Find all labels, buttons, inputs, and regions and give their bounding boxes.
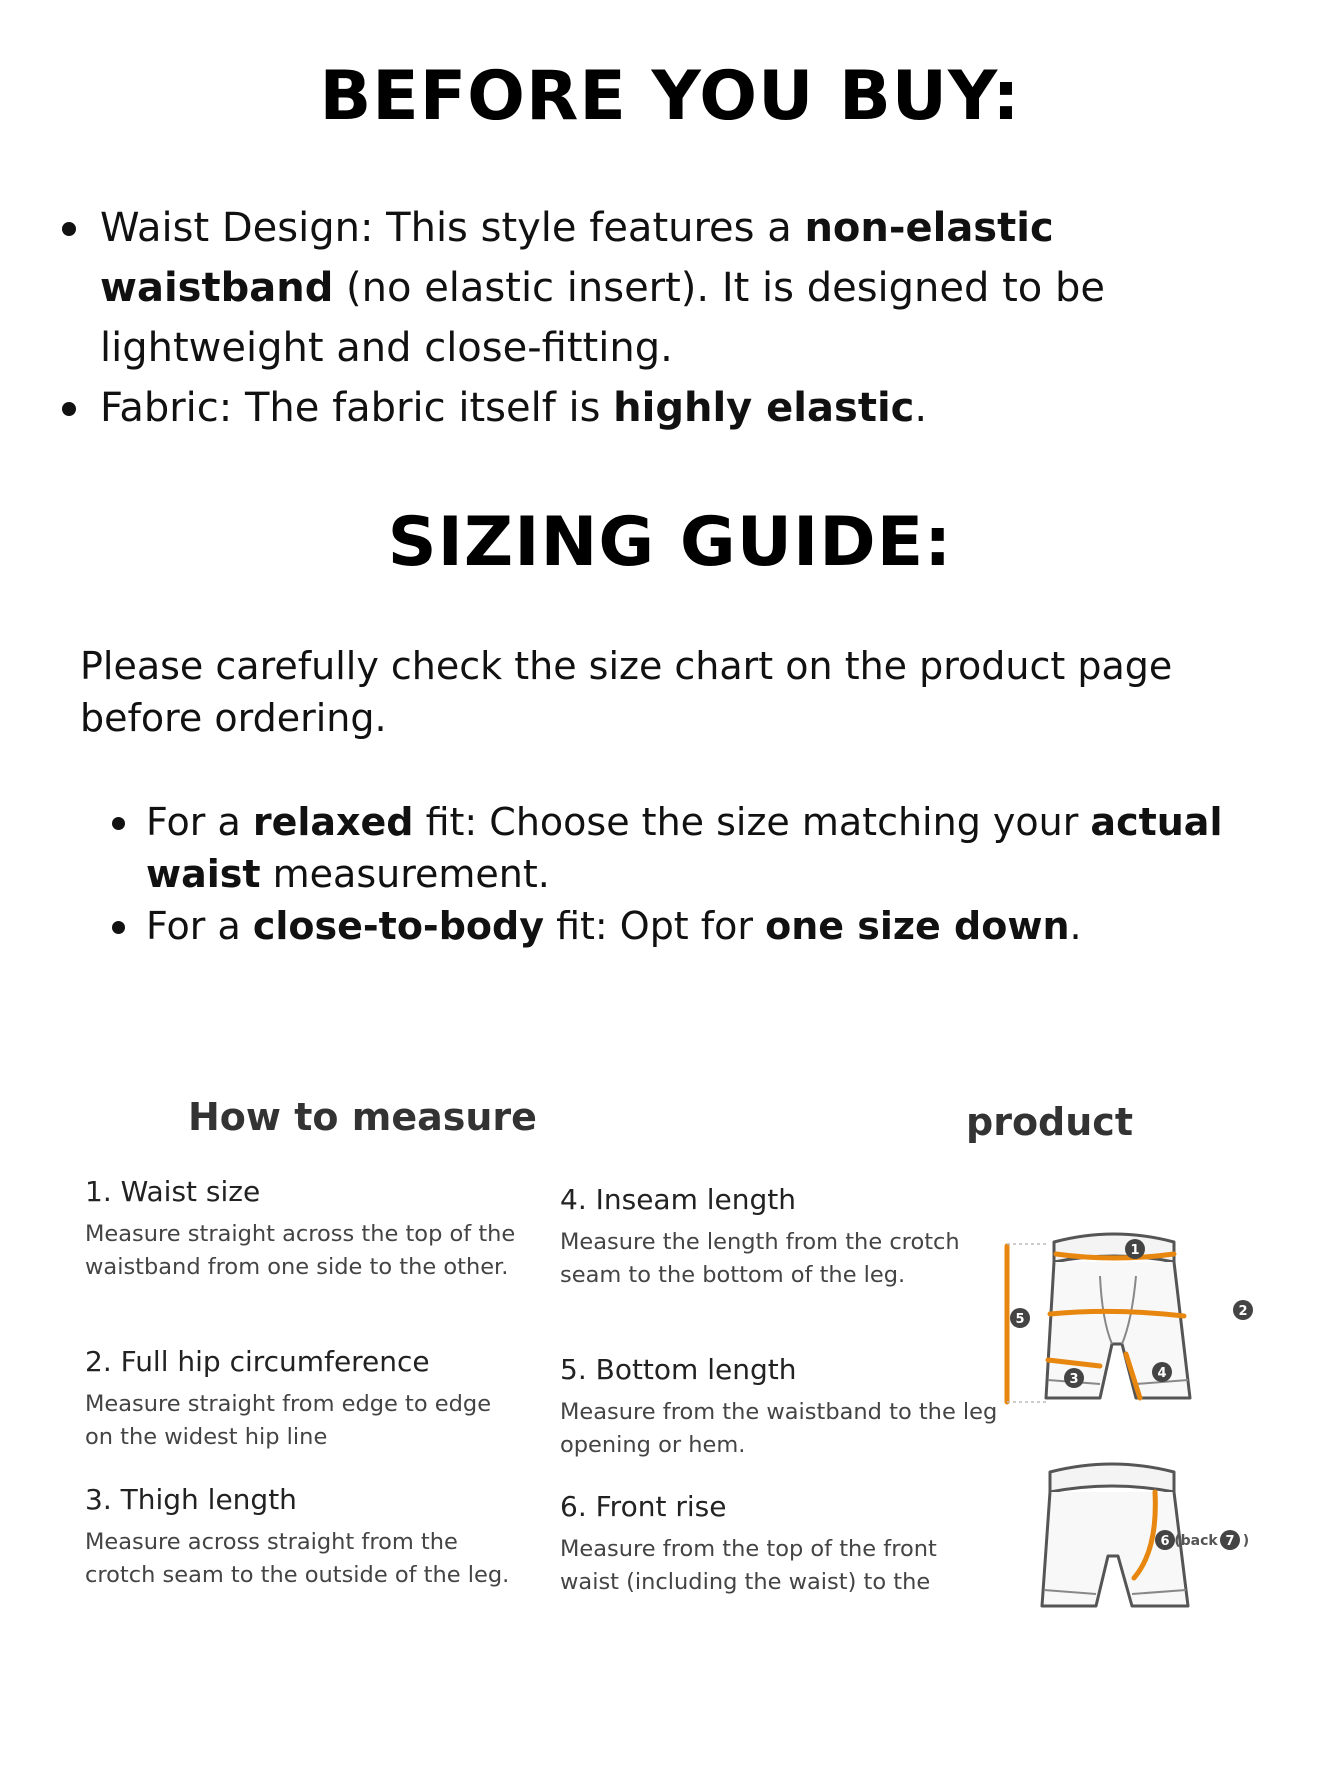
marker-7-icon	[1220, 1530, 1240, 1550]
measure-item-front-rise	[560, 1489, 1000, 1599]
marker-1-icon	[1125, 1239, 1145, 1259]
measure-item-inseam	[560, 1182, 1000, 1292]
svg-text:3: 3	[1069, 1372, 1079, 1387]
svg-text:6: 6	[1160, 1534, 1170, 1549]
svg-text:2: 2	[1238, 1304, 1248, 1319]
sizing-intro-text: Please carefully check the size chart on the product page before ordering.	[80, 644, 1173, 740]
measure-item-description: Measure across straight from the crotch seam to the outside of the leg.	[85, 1529, 510, 1588]
list-item-waist-design: Waist Design: This style features a non-elastic waistband (no elastic insert). It is designed to be lightweight and close-fitting.	[100, 198, 1300, 378]
svg-text:7: 7	[1225, 1534, 1235, 1549]
marker-5-icon	[1010, 1308, 1030, 1328]
list-item-relaxed-fit: For a relaxed fit: Choose the size matching your actual waist measurement.	[146, 796, 1236, 900]
measure-item-thigh	[85, 1482, 525, 1592]
measure-item-heading: 2. Full hip circumference	[85, 1345, 430, 1378]
measure-item-heading: 6. Front rise	[560, 1490, 727, 1523]
marker-6-icon	[1155, 1530, 1175, 1550]
back-label-close: )	[1242, 1533, 1250, 1549]
svg-text:1: 1	[1130, 1243, 1140, 1258]
measure-item-description: Measure straight across the top of the waistband from one side to the other.	[85, 1221, 516, 1280]
svg-text:4: 4	[1157, 1366, 1167, 1381]
measure-item-heading: 4. Inseam length	[560, 1183, 797, 1216]
measure-item-description: Measure from the waistband to the leg opening or hem.	[560, 1399, 998, 1458]
measure-item-description: Measure from the top of the front waist (including the waist) to the	[560, 1536, 937, 1595]
marker-4-icon	[1152, 1362, 1172, 1382]
marker-3-icon	[1064, 1368, 1084, 1388]
how-to-measure-title: How to measure	[188, 1095, 537, 1139]
marker-2-icon	[1233, 1300, 1253, 1320]
measure-item-bottom-length	[560, 1352, 1000, 1462]
measure-item-description: Measure the length from the crotch seam to the bottom of the leg.	[560, 1229, 960, 1288]
before-you-buy-list	[100, 198, 1300, 438]
sizing-guide-heading: SIZING GUIDE:	[387, 503, 953, 582]
boxer-measurement-diagram	[990, 1220, 1270, 1610]
sizing-fit-list	[146, 796, 1236, 952]
back-label: (back	[1174, 1533, 1218, 1549]
list-item-close-fit: For a close-to-body fit: Opt for one size down.	[146, 900, 1236, 952]
svg-text:5: 5	[1015, 1312, 1025, 1327]
measure-item-heading: 5. Bottom length	[560, 1353, 797, 1386]
measure-item-hip	[85, 1344, 525, 1454]
measure-item-description: Measure straight from edge to edge on the widest hip line	[85, 1391, 492, 1450]
product-title: product	[966, 1100, 1133, 1144]
measure-item-waist	[85, 1174, 525, 1284]
measure-item-heading: 1. Waist size	[85, 1175, 261, 1208]
before-you-buy-heading: BEFORE YOU BUY:	[319, 57, 1021, 136]
list-item-fabric: Fabric: The fabric itself is highly elastic.	[100, 378, 1300, 438]
measure-item-heading: 3. Thigh length	[85, 1483, 297, 1516]
